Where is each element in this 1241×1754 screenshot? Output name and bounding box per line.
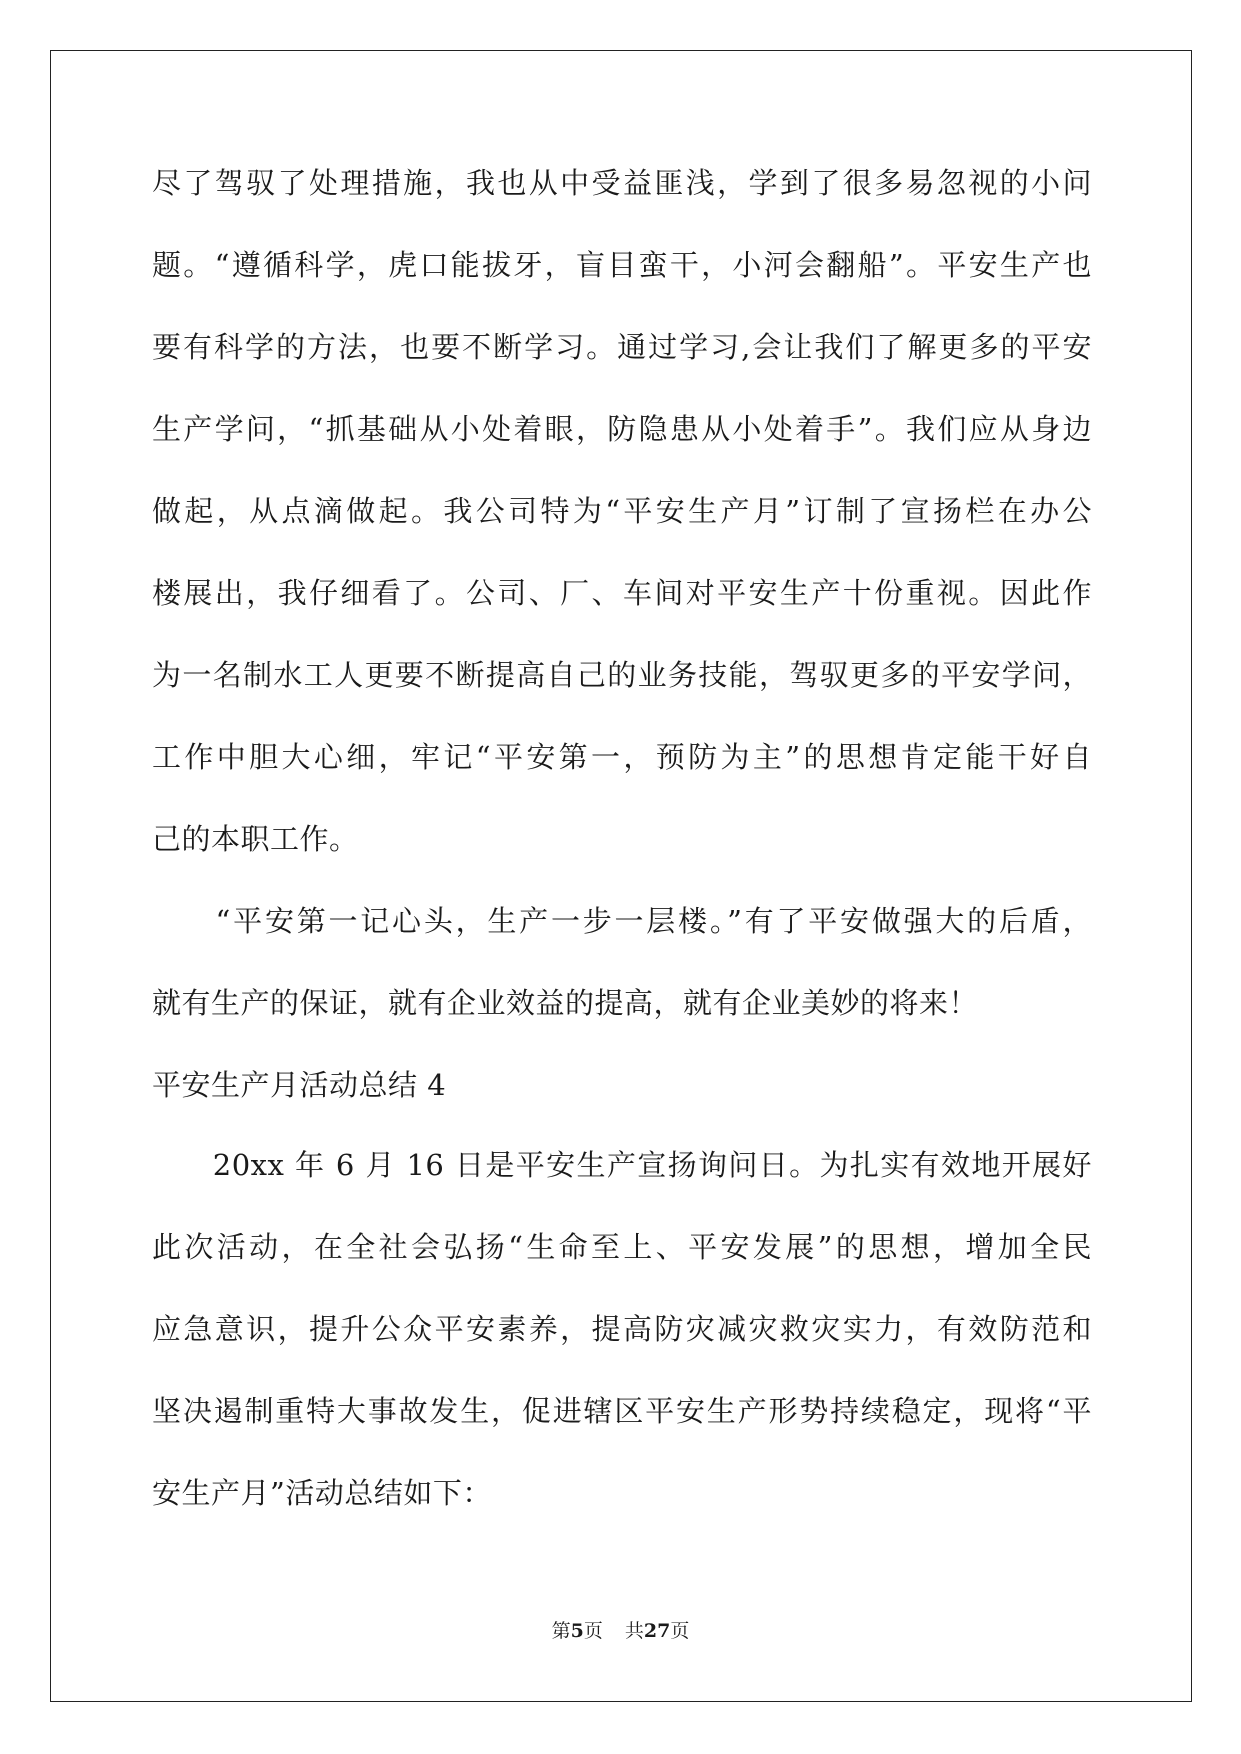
total-prefix: 共 — [624, 1620, 644, 1642]
document-body — [152, 162, 1092, 1554]
paragraph-line: 工作中胆大心细，牢记“平安第一，预防为主”的思想肯定能干好自 — [152, 740, 1092, 774]
paragraph-line: 安生产月”活动总结如下： — [152, 1476, 492, 1510]
paragraph-line: 坚决遏制重特大事故发生，促进辖区平安生产形势持续稳定，现将“平 — [152, 1394, 1092, 1428]
paragraph-line: 应急意识，提升公众平安素养，提高防灾减灾救灾实力，有效防范和 — [152, 1312, 1092, 1346]
page-number: 5 — [570, 1620, 584, 1642]
paragraph-line: 为一名制水工人更要不断提高自己的业务技能，驾驭更多的平安学问， — [152, 658, 1092, 692]
section-heading: 平安生产月活动总结 4 — [152, 1068, 447, 1102]
paragraph-line: 要有科学的方法，也要不断学习。通过学习,会让我们了解更多的平安 — [152, 330, 1092, 364]
paragraph-line: 己的本职工作。 — [152, 822, 359, 856]
paragraph-line: 做起，从点滴做起。我公司特为“平安生产月”订制了宣扬栏在办公 — [152, 494, 1092, 528]
paragraph-line: 20xx 年 6 月 16 日是平安生产宣扬询问日。为扎实有效地开展好 — [152, 1148, 1092, 1182]
paragraph-line: 楼展出，我仔细看了。公司、厂、车间对平安生产十份重视。因此作 — [152, 576, 1092, 610]
paragraph-line: 就有生产的保证，就有企业效益的提高，就有企业美妙的将来！ — [152, 986, 979, 1020]
paragraph-line: 生产学问，“抓基础从小处着眼，防隐患从小处着手”。我们应从身边 — [152, 412, 1092, 446]
paragraph-line: 题。“遵循科学，虎口能拔牙，盲目蛮干，小河会翻船”。平安生产也 — [152, 248, 1092, 282]
paragraph-line: 尽了驾驭了处理措施，我也从中受益匪浅，学到了很多易忽视的小问 — [152, 166, 1092, 200]
paragraph-line: “平安第一记心头，生产一步一层楼。”有了平安做强大的后盾， — [152, 904, 1092, 938]
page-prefix: 第 — [551, 1620, 571, 1642]
page-footer — [0, 1619, 1241, 1643]
total-suffix: 页 — [670, 1620, 690, 1642]
paragraph-line: 此次活动，在全社会弘扬“生命至上、平安发展”的思想，增加全民 — [152, 1230, 1092, 1264]
total-pages: 27 — [643, 1620, 671, 1642]
page-suffix: 页 — [583, 1620, 603, 1642]
